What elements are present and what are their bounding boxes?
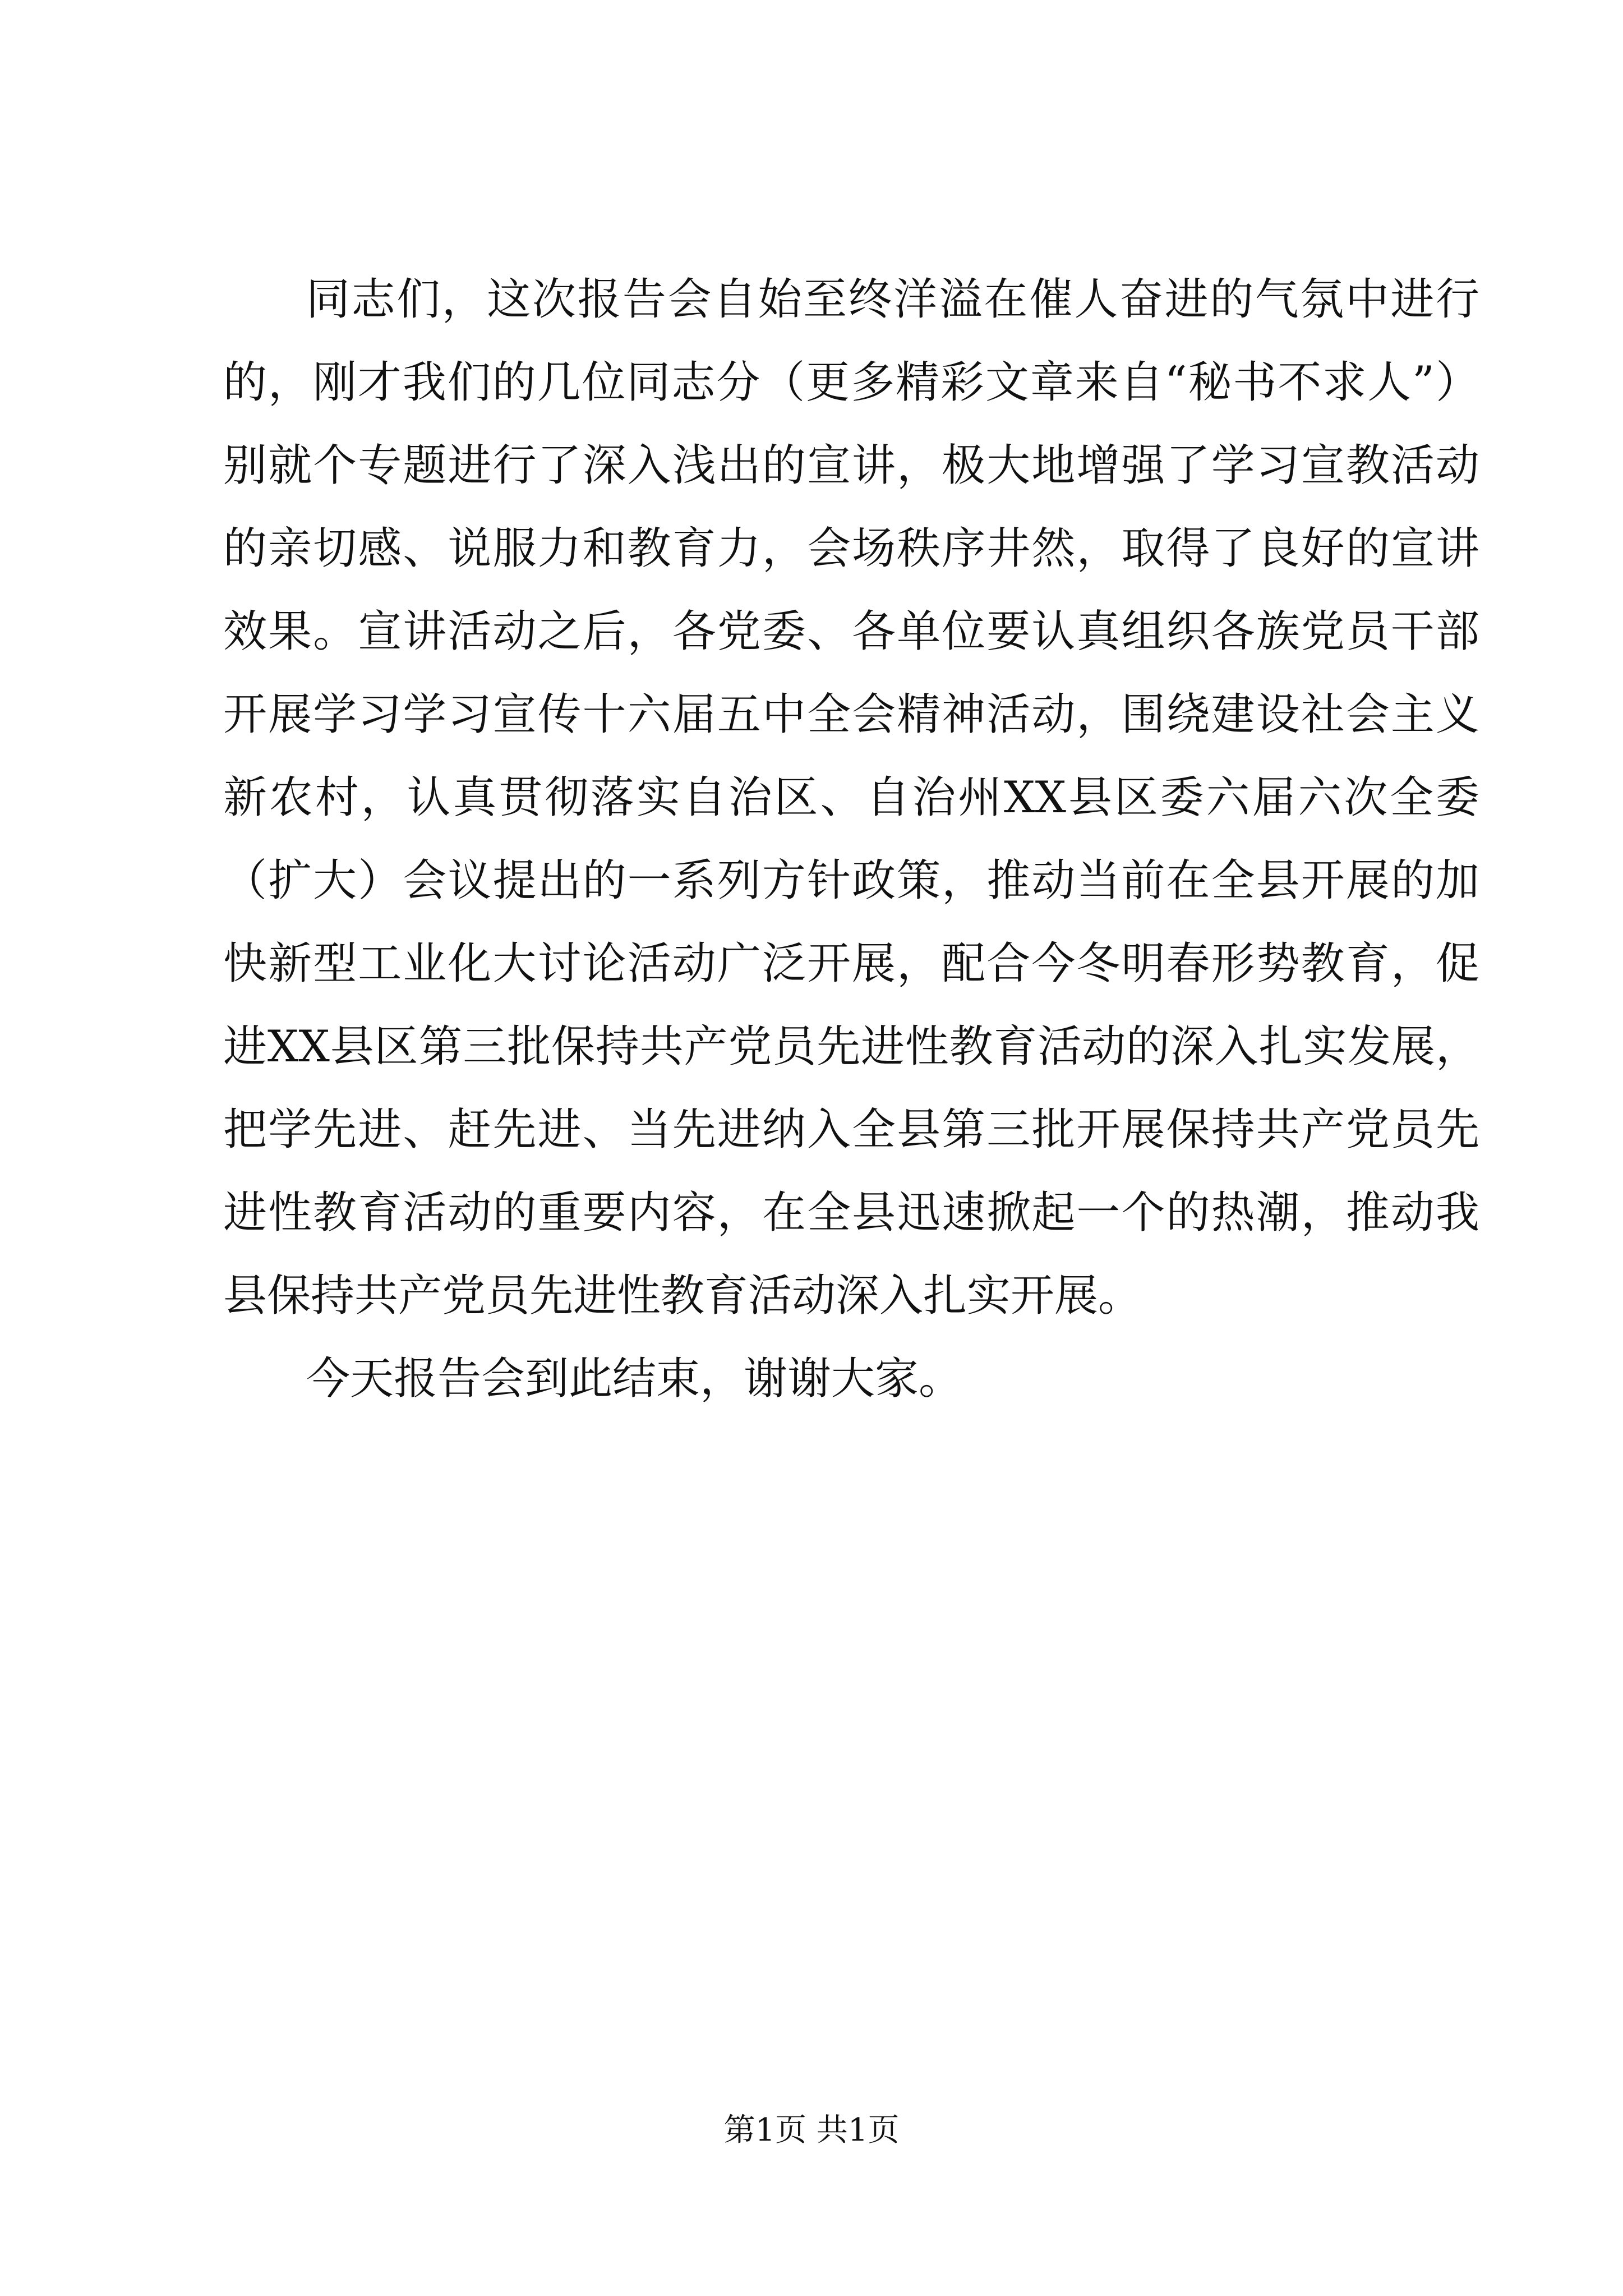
paragraph-line: 的亲切感、说服力和教育力，会场秩序井然，取得了良好的宣讲 [223,523,1479,574]
document-body [223,258,1479,1420]
paragraph-1 [223,258,1479,1337]
paragraph-line: 进性教育活动的重要内容，在全县迅速掀起一个的热潮，推动我 [223,1188,1479,1238]
paragraph-line: 的，刚才我们的几位同志分（更多精彩文章来自“秘书不求人”） [223,357,1479,408]
paragraph-line: 新农村，认真贯彻落实自治区、自治州XX县区委六届六次全委 [223,772,1479,823]
paragraph-line: 别就个专题进行了深入浅出的宣讲，极大地增强了学习宣教活动 [223,440,1479,491]
paragraph-line: 快新型工业化大讨论活动广泛开展，配合今冬明春形势教育，促 [223,938,1479,989]
paragraph-line: 开展学习学习宣传十六届五中全会精神活动，围绕建设社会主义 [223,689,1479,740]
page-footer [0,2108,1623,2153]
paragraph-line: 把学先进、赶先进、当先进纳入全县第三批开展保持共产党员先 [223,1105,1479,1155]
paragraph-line: 今天报告会到此结束，谢谢大家。 [306,1354,963,1404]
paragraph-line: 县保持共产党员先进性教育活动深入扎实开展。 [223,1271,1142,1321]
paragraph-line: 效果。宣讲活动之后，各党委、各单位要认真组织各族党员干部 [223,606,1479,657]
page-number-label: 第1页 共1页 [723,2112,900,2148]
paragraph-2 [223,1337,1479,1420]
paragraph-line: 进XX县区第三批保持共产党员先进性教育活动的深入扎实发展， [223,1022,1479,1072]
paragraph-line: （扩大）会议提出的一系列方针政策，推动当前在全县开展的加 [223,855,1479,906]
paragraph-line: 同志们，这次报告会自始至终洋溢在催人奋进的气氛中进行 [306,274,1479,325]
